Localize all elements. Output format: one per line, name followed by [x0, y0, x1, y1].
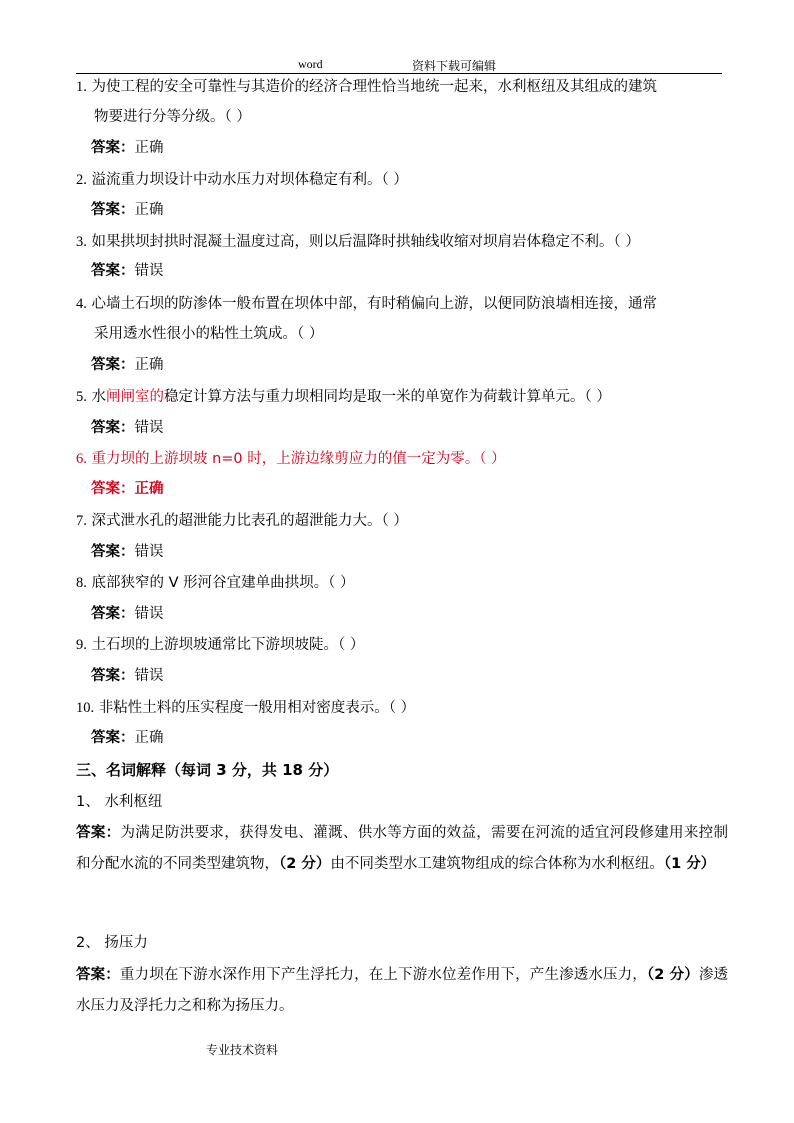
question-number: 2.	[76, 172, 87, 188]
question-number: 6.	[76, 451, 87, 467]
question-number: 8.	[76, 575, 87, 591]
question-text-cont: 物要进行分等分级。（ ）	[94, 109, 251, 125]
answer-8	[91, 599, 164, 629]
question-3	[76, 227, 726, 257]
question-1	[76, 72, 726, 132]
answer-value: 错误	[134, 263, 164, 279]
answer-text: 由不同类型水工建筑物组成的综合体称为水利枢纽。	[330, 856, 664, 872]
question-number: 7.	[76, 513, 87, 529]
term-answer-2	[76, 960, 728, 1022]
term-answer-1	[76, 818, 728, 880]
question-text: 溢流重力坝设计中动水压力对坝体稳定有利。（ ）	[91, 172, 408, 188]
question-4	[76, 289, 726, 349]
answer-value: 错误	[134, 544, 164, 560]
answer-value: 正确	[134, 481, 164, 497]
answer-label: 答案：	[91, 357, 135, 373]
question-7	[76, 506, 726, 536]
answer-label: 答案：	[91, 420, 135, 436]
question-number: 1.	[76, 79, 87, 95]
answer-label: 答案：	[91, 263, 135, 279]
answer-label: 答案：	[91, 481, 135, 497]
question-text: 如果拱坝封拱时混凝土温度过高，则以后温降时拱轴线收缩对坝肩岩体稳定不利。（ ）	[91, 234, 640, 250]
question-number: 5.	[76, 389, 87, 405]
question-10	[76, 693, 726, 723]
answer-5	[91, 413, 164, 443]
answer-9	[91, 661, 164, 691]
section-title: 三、名词解释（每词 3 分，共 18 分）	[76, 761, 339, 779]
answer-1	[91, 133, 164, 163]
answer-label: 答案：	[91, 202, 135, 218]
question-text: 深式泄水孔的超泄能力比表孔的超泄能力大。（ ）	[91, 513, 408, 529]
question-number: 4.	[76, 296, 87, 312]
answer-value: 错误	[134, 606, 164, 622]
answer-label: 答案：	[91, 668, 135, 684]
question-text: 土石坝的上游坝坡通常比下游坝坡陡。（ ）	[91, 637, 365, 653]
answer-label: 答案：	[91, 140, 135, 156]
answer-text: 为满足防洪要求，获得发电、灌溉、供水等方面的效益，需要在河流的适宜河段修建用来控制和分配水流的不同类型建筑物，	[76, 825, 729, 872]
answer-label: 答案：	[76, 825, 121, 841]
question-text-highlight: 闸闸室的	[105, 389, 164, 405]
score: （2 分）	[646, 967, 699, 983]
question-text: 底部狭窄的 V 形河谷宜建单曲拱坝。（ ）	[91, 575, 355, 591]
answer-10	[91, 723, 164, 753]
question-text-pre: 水	[91, 389, 106, 405]
answer-value: 错误	[134, 668, 164, 684]
answer-text: 重力坝在下游水深作用下产生浮托力，在上下游水位差作用下，产生渗透水压力，	[119, 967, 647, 983]
question-8	[76, 568, 726, 598]
question-text: 重力坝的上游坝坡 n=0 时，上游边缘剪应力的值一定为零。（ ）	[91, 451, 506, 467]
answer-text: 渗透水压力及浮托力之和称为扬压力。	[76, 967, 729, 1014]
question-9	[76, 630, 726, 660]
answer-value: 错误	[134, 420, 164, 436]
score: （1 分）	[663, 856, 716, 872]
question-number: 9.	[76, 637, 87, 653]
term-label-1: 1、 水利枢纽	[76, 794, 163, 810]
question-text: 非粘性土料的压实程度一般用相对密度表示。（ ）	[98, 700, 416, 716]
answer-value: 正确	[134, 140, 164, 156]
question-6	[76, 444, 726, 474]
question-text: 为使工程的安全可靠性与其造价的经济合理性恰当地统一起来，水利枢纽及其组成的建筑	[91, 79, 657, 95]
header-right: 资料下载可编辑	[412, 59, 497, 73]
answer-label: 答案：	[91, 544, 135, 560]
footer-text: 专业技术资料	[206, 1043, 279, 1057]
question-5	[76, 382, 726, 412]
answer-4	[91, 350, 164, 380]
answer-value: 正确	[134, 202, 164, 218]
score: （2 分）	[279, 856, 331, 872]
question-number: 3.	[76, 234, 87, 250]
answer-3	[91, 256, 164, 286]
answer-label: 答案：	[91, 606, 135, 622]
answer-value: 正确	[134, 730, 164, 746]
question-2	[76, 165, 726, 195]
answer-label: 答案：	[91, 730, 135, 746]
question-text-cont: 采用透水性很小的粘性土筑成。（ ）	[94, 326, 324, 342]
header-left: word	[298, 57, 323, 71]
question-text: 心墙土石坝的防渗体一般布置在坝体中部，有时稍偏向上游，以便同防浪墙相连接，通常	[91, 296, 657, 312]
question-number: 10.	[76, 700, 95, 716]
answer-2	[91, 195, 164, 225]
question-text-post: 稳定计算方法与重力坝相同均是取一米的单宽作为荷载计算单元。（ ）	[163, 389, 611, 405]
answer-6	[91, 474, 164, 504]
answer-value: 正确	[134, 357, 164, 373]
term-label-2: 2、 扬压力	[76, 935, 148, 951]
answer-label: 答案：	[76, 967, 120, 983]
answer-7	[91, 537, 164, 567]
